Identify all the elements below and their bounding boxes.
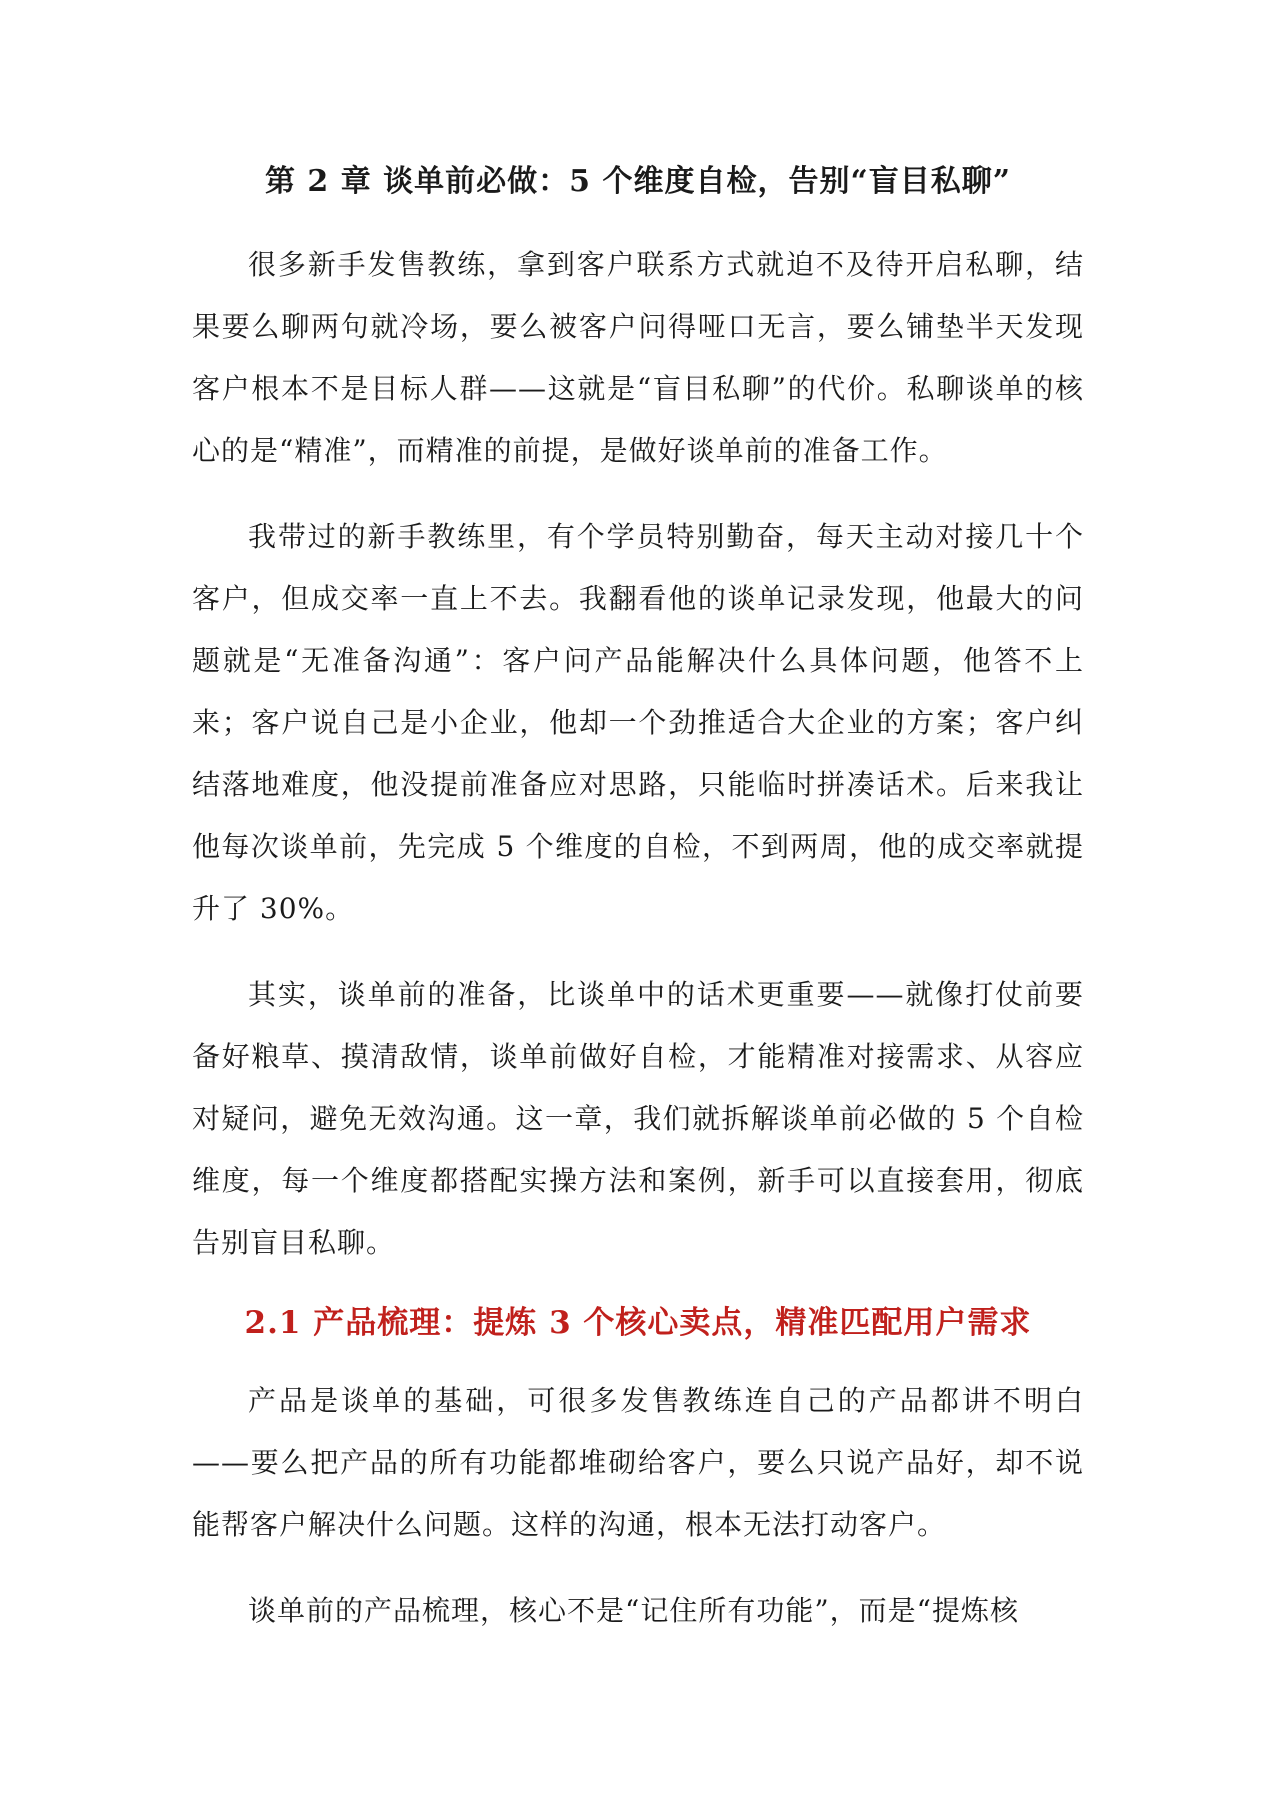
intro-paragraph-3: 其实，谈单前的准备，比谈单中的话术更重要——就像打仗前要备好粮草、摸清敌情，谈单前做好自检，才能精准对接需求、从容应对疑问，避免无效沟通。这一章，我们就拆解谈单前必做的 5 个自检维度，每一个维度都搭配实操方法和案例，新手可以直接套用，彻底告别盲目私聊。 bbox=[192, 978, 1084, 1259]
section-title: 2.1 产品梳理：提炼 3 个核心卖点，精准匹配用户需求 bbox=[244, 1305, 1032, 1341]
section-paragraph-2: 谈单前的产品梳理，核心不是“记住所有功能”，而是“提炼核 bbox=[248, 1594, 1019, 1627]
document-page bbox=[192, 160, 1084, 1666]
intro-paragraph-1: 很多新手发售教练，拿到客户联系方式就迫不及待开启私聊，结果要么聊两句就冷场，要么被客户问得哑口无言，要么铺垫半天发现客户根本不是目标人群——这就是“盲目私聊”的代价。私聊谈单的核心的是“精准”，而精准的前提，是做好谈单前的准备工作。 bbox=[192, 248, 1084, 467]
section-paragraph-1: 产品是谈单的基础，可很多发售教练连自己的产品都讲不明白——要么把产品的所有功能都堆砌给客户，要么只说产品好，却不说能帮客户解决什么问题。这样的沟通，根本无法打动客户。 bbox=[192, 1384, 1084, 1541]
chapter-title: 第 2 章 谈单前必做：5 个维度自检，告别“盲目私聊” bbox=[264, 164, 1012, 199]
intro-paragraph-2: 我带过的新手教练里，有个学员特别勤奋，每天主动对接几十个客户，但成交率一直上不去。我翻看他的谈单记录发现，他最大的问题就是“无准备沟通”：客户问产品能解决什么具体问题，他答不上来；客户说自己是小企业，他却一个劲推适合大企业的方案；客户纠结落地难度，他没提前准备应对思路，只能临时拼凑话术。后来我让他每次谈单前，先完成 5 个维度的自检，不到两周，他的成交率就提升了 30%。 bbox=[192, 520, 1084, 925]
